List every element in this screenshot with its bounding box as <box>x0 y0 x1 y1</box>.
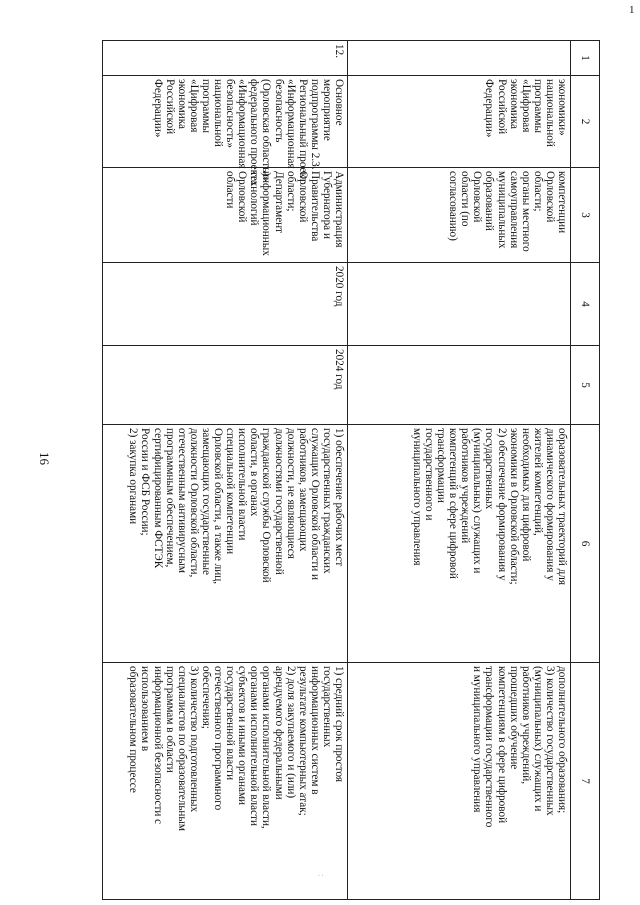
header-row <box>571 41 600 900</box>
cell-text-line: Российской <box>163 79 176 135</box>
cell-text-line: Департамент <box>272 171 285 234</box>
cell-text-line: «Информационная <box>236 79 249 169</box>
cell-text-line: информационных систем в <box>308 666 321 795</box>
cell-text-line: Орловской <box>471 171 484 223</box>
header-col-5: 5 <box>571 346 600 425</box>
cell-text-line: Федерации» <box>151 79 164 138</box>
cell-text-line: «Цифровая <box>187 79 200 133</box>
cell-text-line: государственной власти <box>224 666 237 781</box>
cell-text-line: Орловской <box>296 171 309 223</box>
cell-text-line: Региональный проект <box>296 79 309 183</box>
cell-text-line: замещающих государственные <box>199 428 212 575</box>
cell-text-line: использованием в <box>139 666 152 752</box>
cell-text-line: арендуемого федеральными <box>272 666 285 800</box>
cell-text-line: 3) количество подготовленных <box>187 666 200 813</box>
cell-text-line: информационной безопасности с <box>151 666 164 825</box>
cell-text-line: государственных гражданских <box>320 428 333 574</box>
table-row <box>348 41 571 900</box>
start-year-cell <box>348 263 571 346</box>
cell-text-line: экономики в Орловской области; <box>507 428 520 585</box>
cell-text-line: компетенциям в сфере цифровой <box>495 666 508 824</box>
cell-text-line: государственных <box>320 666 333 748</box>
executor-cell <box>103 168 348 263</box>
cell-text-line: компетенций в сфере цифровой <box>447 428 460 579</box>
scan-specks: · · <box>318 873 324 879</box>
table-row <box>103 41 348 900</box>
cell-text-line: муниципального управления <box>410 428 423 566</box>
cell-text-line: 1) обеспечение рабочих мест <box>333 428 345 567</box>
cell-text-line: Основное <box>333 79 345 126</box>
cell-text-line: мероприятие <box>320 79 333 141</box>
cell-text-line: программным обеспечением, <box>163 428 176 568</box>
rotated-page-content <box>90 40 600 850</box>
executor-cell <box>348 168 571 263</box>
cell-text-line: самоуправления <box>507 171 520 249</box>
cell-text-line: должностями государственной <box>272 428 285 575</box>
cell-text-line: дополнительного образования; <box>556 666 568 814</box>
cell-text-line: Правительства <box>308 171 321 242</box>
cell-text-line: Орловской области, а также лиц, <box>212 428 225 585</box>
cell-text-line: Орловской <box>543 171 556 223</box>
cell-text-line: результате компьютерных атак; <box>296 666 309 816</box>
cell-text-line: Губернатора и <box>320 171 333 239</box>
cell-text-line: области, в органах <box>248 428 261 517</box>
cell-text-line: должности, не являющиеся <box>284 428 297 559</box>
end-year-cell <box>348 346 571 425</box>
event-cell <box>348 76 571 168</box>
cell-text-line: исполнительной власти <box>236 428 249 541</box>
cell-text-line: Федерации» <box>483 79 496 138</box>
cell-text-line: области; <box>531 171 544 212</box>
cell-text-line: муниципальных <box>495 171 508 249</box>
row-number-cell <box>348 41 571 76</box>
cell-text-line: работников учреждений <box>459 428 472 544</box>
cell-text-line: трансформации государственного <box>483 666 496 828</box>
cell-text-line: государственных <box>483 428 496 510</box>
cell-text-line: органами исполнительной власти <box>248 666 261 826</box>
cell-text-line: Администрация <box>333 171 345 248</box>
cell-text-line: Орловской <box>236 171 249 223</box>
header-col-6: 6 <box>571 425 600 663</box>
cell-text-line: 2) закупка органами <box>127 428 140 525</box>
indicators-cell <box>348 663 571 900</box>
cell-text-line: национальной <box>212 79 225 147</box>
cell-text-line: области <box>224 171 237 209</box>
cell-text-line: 1) средний срок простоя <box>333 666 345 783</box>
row-number-cell: 12. <box>103 41 348 76</box>
cell-text-line: безопасность <box>272 79 285 143</box>
cell-text-line: прошедших обучение <box>507 666 520 770</box>
start-year-cell: 2020 год <box>103 263 348 346</box>
cell-text-line: служащих Орловской области и <box>308 428 321 580</box>
cell-text-line: согласованию) <box>447 171 460 241</box>
cell-text-line: образований <box>483 171 496 231</box>
cell-text-line: экономика <box>507 79 520 129</box>
cell-text-line: (муниципальных) служащих и <box>471 428 484 574</box>
cell-text-line: «Цифровая <box>519 79 532 133</box>
indicators-cell <box>103 663 348 900</box>
cell-text-line: работников учреждений, <box>519 666 532 785</box>
cell-text-line: (Орловская область)» <box>260 79 273 182</box>
cell-text-line: органы местного <box>519 171 532 252</box>
cell-text-line: федерального проекта <box>248 79 261 185</box>
corner-mark: 1 <box>629 4 635 16</box>
cell-text-line: образовательных траекторий для <box>556 428 568 585</box>
cell-text-line: экономики» <box>556 79 568 136</box>
cell-text-line: подпрограммы 2.3. <box>308 79 321 170</box>
page-number: 16 <box>37 452 52 465</box>
header-col-7: 7 <box>571 663 600 900</box>
cell-text-line: должности Орловской области, <box>187 428 200 578</box>
cell-text-line: (муниципальных) служащих и <box>531 666 544 812</box>
cell-text-line: и муниципального управления <box>471 666 484 813</box>
cell-text-line: необходимых для цифровой <box>519 428 532 562</box>
cell-text-line: специалистов по образовательным <box>175 666 188 832</box>
cell-text-line: «Информационная <box>284 79 297 169</box>
result-cell <box>348 425 571 663</box>
cell-text-line: государственного и <box>422 428 435 521</box>
cell-text-line: программам в области <box>163 666 176 773</box>
result-cell <box>103 425 348 663</box>
cell-text-line: динамического формирования у <box>543 428 556 581</box>
cell-text-line: трансформации <box>435 428 448 503</box>
cell-text-line: образовательном процессе <box>127 666 140 793</box>
cell-text-line: специальной компетенции <box>224 428 237 555</box>
cell-text-line: технологий <box>248 171 261 226</box>
cell-text-line: компетенции <box>556 171 568 234</box>
cell-text-line: отечественным антивирусным <box>175 428 188 573</box>
program-table <box>102 40 600 900</box>
cell-text-line: России и ФСБ России; <box>139 428 152 536</box>
cell-text-line: экономика <box>175 79 188 129</box>
header-col-1: 1 <box>571 41 600 76</box>
event-cell <box>103 76 348 185</box>
cell-text-line: 2) доля закупаемого и (или) <box>284 666 297 799</box>
header-col-2: 2 <box>571 76 600 168</box>
cell-text-line: 3) количество государственных <box>543 666 556 816</box>
cell-text-line: отечественного программного <box>212 666 225 811</box>
cell-text-line: национальной <box>543 79 556 147</box>
cell-text-line: области (по <box>459 171 472 227</box>
cell-text-line: информационных <box>260 171 273 256</box>
cell-text-line: области; <box>284 171 297 212</box>
cell-text-line: гражданской службы Орловской <box>260 428 273 583</box>
cell-text-line: программы <box>199 79 212 133</box>
cell-text-line: Российской <box>495 79 508 135</box>
cell-text-line: жителей компетенций, <box>531 428 544 536</box>
cell-text-line: обеспечения; <box>199 666 212 729</box>
cell-text-line: органами исполнительной власти, <box>260 666 273 829</box>
cell-text-line: субъектов и иными органами <box>236 666 249 806</box>
cell-text-line: 2) обеспечение формирования у <box>495 428 508 581</box>
header-col-4: 4 <box>571 263 600 346</box>
cell-text-line: работников, замещающих <box>296 428 309 552</box>
cell-text-line: программы <box>531 79 544 133</box>
header-col-3: 3 <box>571 168 600 263</box>
cell-text-line: безопасность» <box>224 79 237 148</box>
cell-text-line: сертифицированным ФСТЭК <box>151 428 164 569</box>
end-year-cell: 2024 год <box>103 346 348 425</box>
